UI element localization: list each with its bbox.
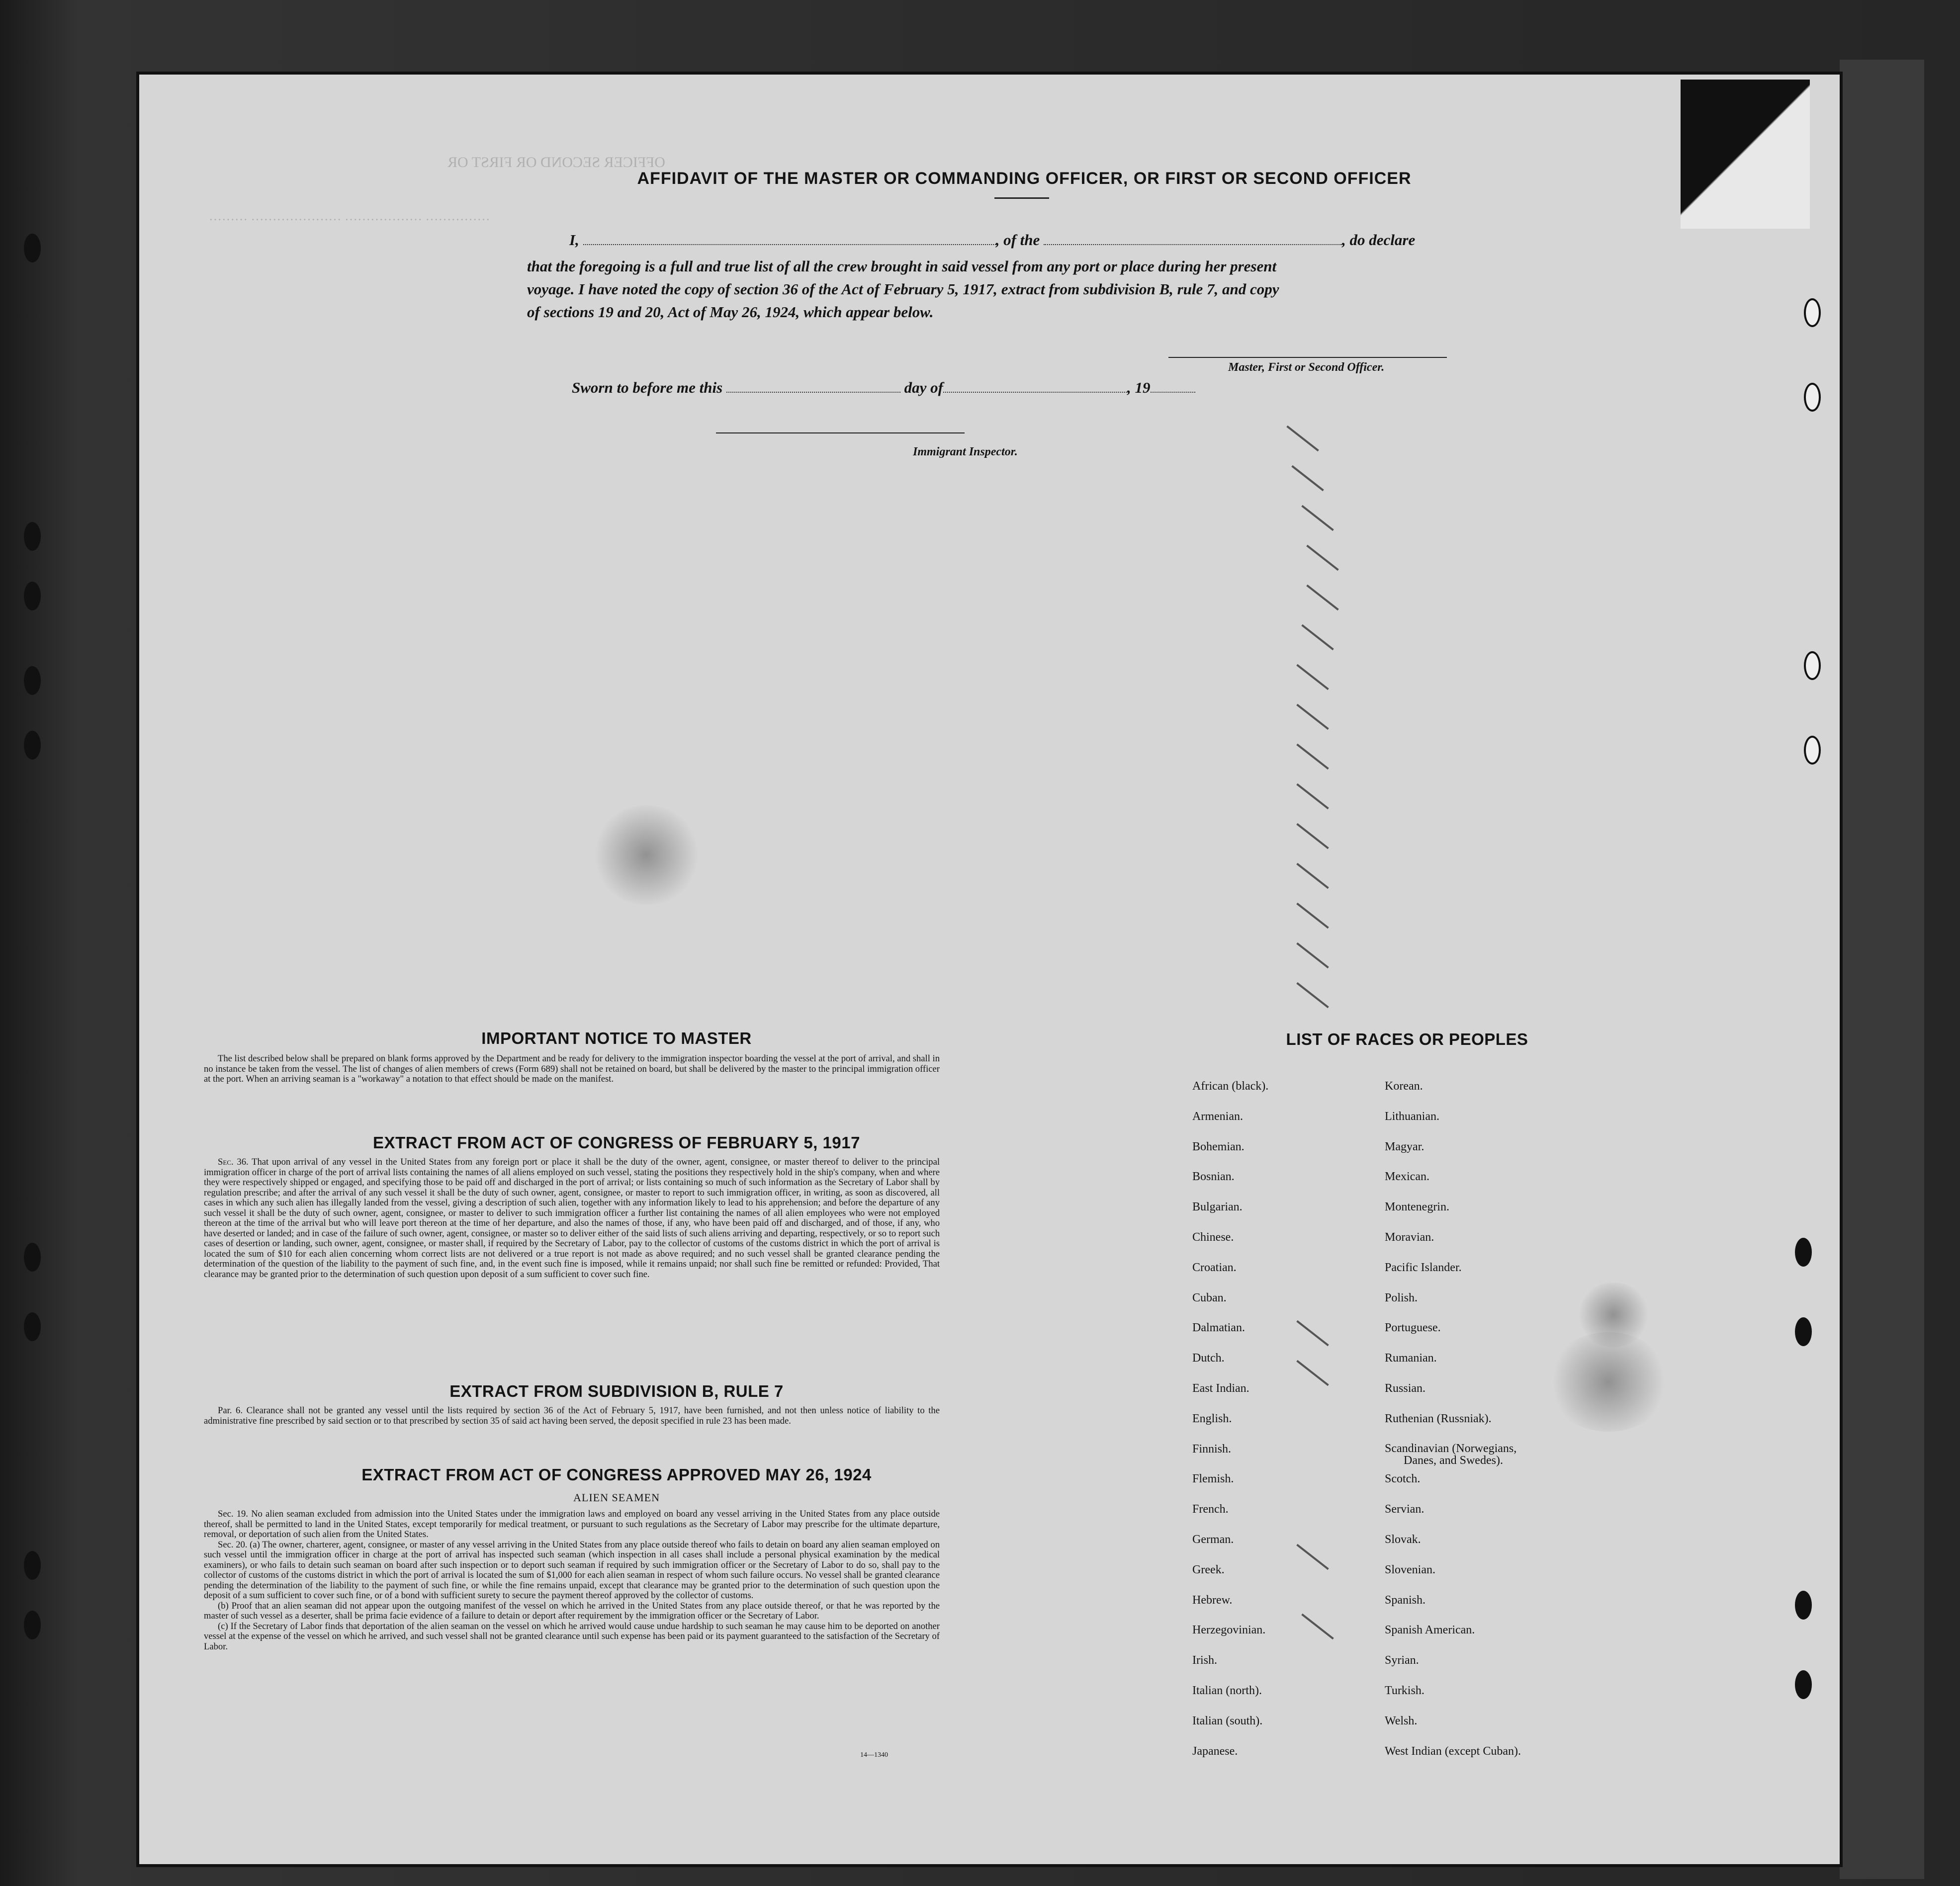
punch-hole <box>1795 1670 1812 1699</box>
race-item: Spanish American. <box>1385 1624 1475 1637</box>
races-left-column <box>1192 1080 1268 1775</box>
race-item: Spanish. <box>1385 1593 1426 1607</box>
rule7-title: EXTRACT FROM SUBDIVISION B, RULE 7 <box>449 1382 784 1400</box>
race-item: Slovak. <box>1385 1533 1421 1546</box>
punch-hole <box>1795 1317 1812 1346</box>
race-item: Bohemian. <box>1192 1140 1245 1153</box>
race-item: Portuguese. <box>1385 1321 1441 1335</box>
name-blank[interactable] <box>583 234 996 245</box>
punch-hole <box>24 1611 41 1639</box>
punch-hole <box>24 731 41 760</box>
race-item: East Indian. <box>1192 1381 1249 1395</box>
race-item: Japanese. <box>1192 1744 1238 1758</box>
affidavit-declare-label: , do declare <box>1342 231 1416 249</box>
sworn-month-blank[interactable] <box>943 382 1127 393</box>
race-item: German. <box>1192 1533 1234 1546</box>
sworn-year-blank[interactable] <box>1151 382 1195 393</box>
stain <box>1546 1332 1671 1432</box>
race-item: Mexican. <box>1385 1170 1429 1184</box>
master-caption: Master, First or Second Officer. <box>1228 361 1385 374</box>
race-item: Russian. <box>1385 1381 1426 1395</box>
race-item: Italian (north). <box>1192 1684 1262 1697</box>
race-item: Bulgarian. <box>1192 1200 1243 1214</box>
alien-seamen-subtitle: ALIEN SEAMEN <box>573 1491 660 1504</box>
punch-hole <box>1804 383 1821 412</box>
race-item: Dutch. <box>1192 1352 1225 1365</box>
race-item: Greek. <box>1192 1563 1225 1576</box>
race-item-continuation: Danes, and Swedes). <box>1404 1454 1503 1467</box>
race-item: French. <box>1192 1503 1229 1516</box>
race-item: Armenian. <box>1192 1110 1243 1123</box>
affidavit-declaration-line <box>569 231 1415 249</box>
stain <box>592 805 701 905</box>
race-item: Bosnian. <box>1192 1170 1235 1184</box>
race-item: Finnish. <box>1192 1442 1232 1456</box>
day-of-label: day of <box>904 379 943 396</box>
race-item: Welsh. <box>1385 1714 1418 1727</box>
race-item: Scandinavian (Norwegians, Danes, and Swedes). <box>1385 1443 1521 1473</box>
race-item: Hebrew. <box>1192 1593 1233 1607</box>
affidavit-line-3: voyage. I have noted the copy of section 36 of the Act of February 5, 1917, extract from subdivision B, rule 7, and copy <box>527 280 1279 298</box>
punch-hole <box>24 666 41 695</box>
race-item: Pacific Islander. <box>1385 1261 1462 1274</box>
race-item: Croatian. <box>1192 1261 1237 1274</box>
sworn-label: Sworn to before me this <box>572 379 723 396</box>
bleed-through-mark: ……… ………………… ……………… …………… <box>209 209 490 223</box>
vessel-blank[interactable] <box>1044 234 1342 245</box>
sworn-day-blank[interactable] <box>726 382 900 393</box>
race-item: Herzegovinian. <box>1192 1624 1266 1637</box>
race-item: West Indian (except Cuban). <box>1385 1744 1521 1758</box>
race-item: Servian. <box>1385 1503 1425 1516</box>
rule7-text: Par. 6. Clearance shall not be granted any vessel until the lists required by section 36 of the Act of February 5, 1917, have been furnished, and not then unless notice of liability to the administrative fine prescribed by said section or to that prescribed by section 35 of said act having been served, the deposit specified in rule 23 has been made. <box>204 1405 940 1426</box>
extract-1917-text: Sec. 36. That upon arrival of any vessel in the United States from any foreign port or place it shall be the duty of the owner, agent, consignee, or master thereof to deliver to the principal immigration officer in charge of the port of arrival lists containing the names of all aliens employed on such vessel, stating the positions they respectively hold in the ship's company, when and where they were respectively shipped or engaged, and specifying those to be paid off and discharged in the port of arrival; or lists containing so much of such information as the Secretary of Labor shall by regulation prescribe; and after the arrival of any such vessel it shall be the duty of such owner, agent, consignee, or master to report to such immigration officer, in writing, as soon as discovered, all cases in which any such alien has illegally landed from the vessel, giving a description of such alien, together with any information likely to lead to his apprehension; and before the departure of any such vessel it shall be the duty of such owner, agent, consignee, or master to deliver to such immigration officer a further list containing the names of all alien employees who were not employed thereon at the time of the arrival but who will leave port thereon at the time of her departure, and also the names of those, if any, who have been paid off and discharged, and of those, if any, who have deserted or landed; and in case of the failure of such owner, agent, consignee, or master so to deliver either of the said lists of such aliens arriving and departing, respectively, or so to report such cases of desertion or landing, such owner, agent, consignee, or master shall, if required by the Secretary of Labor, pay to the collector of customs of the customs district in which the port of arrival is located the sum of $10 for each alien concerning whom correct lists are not delivered or a true report is not made as above required; and no such vessel shall be granted clearance pending the determination of the question of the liability to the payment of such fine, and, in the event such fine is imposed, while it remains unpaid; nor shall such fine be remitted or refunded: Provided, That clearance may be granted prior to the determination of such question upon deposit of a sum sufficient to cover such fine. <box>204 1157 940 1280</box>
races-right-column <box>1385 1080 1521 1775</box>
race-item: Rumanian. <box>1385 1352 1437 1365</box>
title-rule <box>994 197 1049 199</box>
page-edge-shadow <box>1840 60 1924 1879</box>
race-item: Slovenian. <box>1385 1563 1435 1576</box>
extract-1924-text <box>204 1509 940 1652</box>
inspector-caption: Immigrant Inspector. <box>913 445 1018 458</box>
punch-hole <box>1795 1238 1812 1267</box>
section-20a: Sec. 20. (a) The owner, charterer, agent, consignee, or master of any vessel arriving in the United States from any place outside thereof who fails to detain on board any alien seaman employed on such vessel until the immigration officer in charge at the port of arrival has inspected such seaman (which inspection in all cases shall include a personal physical examination by the medical examiners), or who fails to detain such seaman on board after such inspection or to deport such seaman if required by such immigration officer or the Secretary of Labor to do so, shall pay to the collector of customs of the customs district in which the port of arrival is located the sum of $1,000 for each alien seaman in respect of whom such failure occurs. No vessel shall be granted clearance pending the determination of the liability to the payment of such fine, or while the fine remains unpaid, except that clearance may be granted prior to the determination of such question upon the deposit of a sum sufficient to cover such fine, or of a bond with sufficient surety to secure the payment thereof approved by the collector of customs. <box>204 1539 940 1601</box>
section-20b: (b) Proof that an alien seaman did not appear upon the outgoing manifest of the vessel on which he arrived in the United States from any place outside thereof, or that he was reported by the master of such vessel as a deserter, shall be prima facie evidence of a failure to detain or deport after requirement by the immigration officer or the Secretary of Labor. <box>204 1600 940 1621</box>
race-item: Flemish. <box>1192 1472 1234 1486</box>
extract-1924-title: EXTRACT FROM ACT OF CONGRESS APPROVED MAY 26, 1924 <box>361 1465 872 1484</box>
race-item: Turkish. <box>1385 1684 1425 1697</box>
punch-hole <box>1795 1591 1812 1620</box>
punch-hole <box>24 234 41 262</box>
race-item: Lithuanian. <box>1385 1110 1439 1123</box>
race-item: Syrian. <box>1385 1654 1419 1667</box>
section-19: Sec. 19. No alien seaman excluded from admission into the United States under the immigration laws and employed on board any vessel arriving in the United States from any place outside thereof, shall be permitted to land in the United States, except temporarily for medical treatment, or pursuant to such regulations as the Secretary of Labor may prescribe for the ultimate departure, removal, or deportation of such alien from the United States. <box>204 1509 940 1540</box>
race-item: Chinese. <box>1192 1230 1234 1244</box>
race-item: Dalmatian. <box>1192 1321 1245 1335</box>
race-item: Magyar. <box>1385 1140 1425 1153</box>
inspector-signature-line[interactable] <box>716 432 965 433</box>
punch-hole <box>24 522 41 551</box>
punch-hole <box>24 1312 41 1341</box>
race-item: Ruthenian (Russniak). <box>1385 1412 1492 1425</box>
section-20c: (c) If the Secretary of Labor finds that deportation of the alien seaman on the vessel on which he arrived would cause undue hardship to such seaman he may cause him to be deported on another vessel at the expense of the vessel on which he arrived, and such vessel shall not be granted clearance until such expense has been paid or its payment guaranteed to the satisfaction of the Secretary of Labor. <box>204 1621 940 1652</box>
race-item: Moravian. <box>1385 1230 1434 1244</box>
folded-corner <box>1681 80 1810 229</box>
affidavit-line-2: that the foregoing is a full and true list of all the crew brought in said vessel from any port or place during her present <box>527 257 1277 275</box>
notice-text: The list described below shall be prepared on blank forms approved by the Department and be ready for delivery to the immigration inspector boarding the vessel at the port of arrival, and shall in no instance be taken from the vessel. The list of changes of alien members of crews (Form 689) shall not be retained on board, but shall be delivered by the master to the principal immigration officer at the port. When an arriving seaman is a "workaway" a notation to that effect should be made on the manifest. <box>204 1053 940 1084</box>
sworn-line <box>572 379 1195 397</box>
races-title: LIST OF RACES OR PEOPLES <box>1286 1030 1528 1048</box>
master-signature-line[interactable] <box>1168 357 1447 358</box>
race-item: Montenegrin. <box>1385 1200 1449 1214</box>
race-item: Korean. <box>1385 1080 1423 1093</box>
form-number: 14—1340 <box>860 1751 888 1759</box>
affidavit-title: AFFIDAVIT OF THE MASTER OR COMMANDING OFFICER, OR FIRST OR SECOND OFFICER <box>637 169 1412 188</box>
race-item: Polish. <box>1385 1291 1418 1304</box>
race-item: Cuban. <box>1192 1291 1227 1304</box>
section-label: Sec. 36. <box>218 1157 249 1167</box>
affidavit-line-4: of sections 19 and 20, Act of May 26, 1924, which appear below. <box>527 303 934 321</box>
year-prefix-label: , 19 <box>1127 379 1151 396</box>
race-item: English. <box>1192 1412 1232 1425</box>
affidavit-of-the-label: , of the <box>995 231 1040 249</box>
race-item: Italian (south). <box>1192 1714 1263 1727</box>
punch-hole <box>24 1551 41 1580</box>
bleed-through-mark: OFFICER SECOND OR FIRST OR <box>447 154 665 171</box>
punch-hole <box>1804 298 1821 327</box>
punch-hole <box>24 1243 41 1272</box>
race-item: African (black). <box>1192 1080 1269 1093</box>
notice-title: IMPORTANT NOTICE TO MASTER <box>481 1029 752 1047</box>
punch-hole <box>1804 651 1821 680</box>
race-item: Scotch. <box>1385 1472 1421 1486</box>
punch-hole <box>1804 736 1821 765</box>
extract-1917-title: EXTRACT FROM ACT OF CONGRESS OF FEBRUARY 5, 1917 <box>373 1133 860 1152</box>
race-item: Irish. <box>1192 1654 1217 1667</box>
punch-hole <box>24 582 41 610</box>
affidavit-i-label: I, <box>569 231 579 249</box>
